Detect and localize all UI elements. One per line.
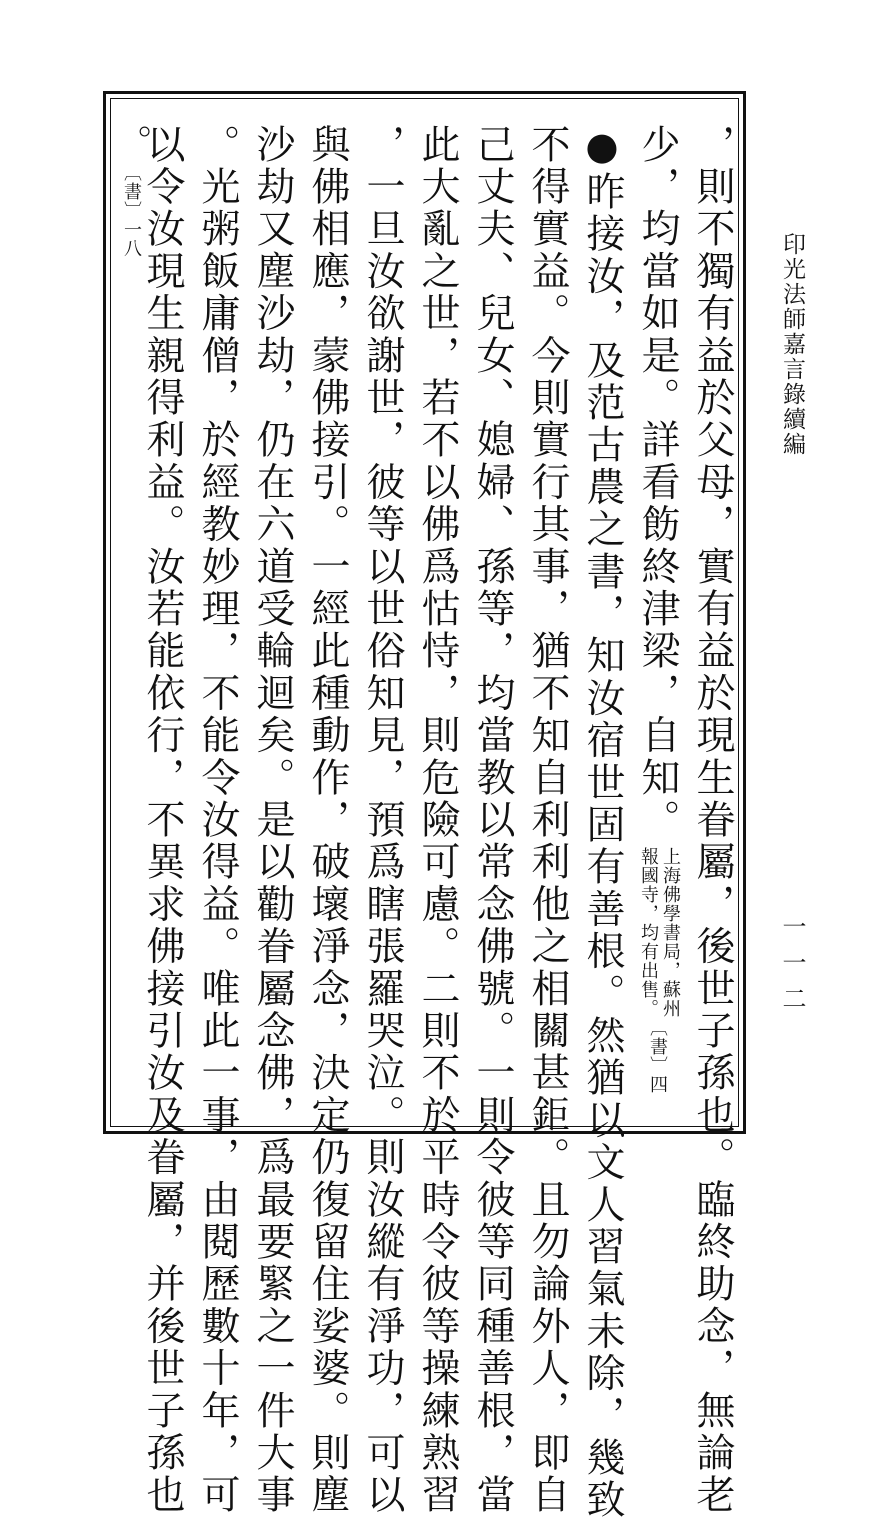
column-text: ，則不獨有益於父母，實有益於現生眷屬，後世子孫也。臨終助念，無論老: [690, 124, 735, 1517]
text-column-12: [111, 124, 155, 259]
column-text: 。光粥飯庸僧，於經教妙理，不能令汝得益。唯此一事，由閱歷數十年，可: [195, 124, 240, 1517]
column-text: 不得實益。今則實行其事，猶不知自利利他之相關甚鉅。且勿論外人，即自: [525, 124, 570, 1517]
column-text: ，一旦汝欲謝世，彼等以世俗知見，預爲瞎張羅哭泣。則汝縱有淨功，可以: [360, 124, 405, 1517]
note-line-a: 上海佛學書局，蘇州: [660, 847, 681, 1019]
column-text: 與佛相應，蒙佛接引。一經此種動作，破壞淨念，決定仍復留住娑婆。則塵: [305, 124, 350, 1517]
note-line-b: 報國寺，均有出售。: [638, 847, 659, 1019]
source-reference-number: 一八: [121, 220, 142, 259]
text-column-8: [303, 124, 351, 1517]
text-column-1: [688, 124, 736, 1517]
text-column-2: [633, 124, 681, 1094]
text-column-7: [358, 124, 406, 1517]
source-reference-number: 四: [647, 1075, 668, 1095]
column-text: 沙劫又塵沙劫，仍在六道受輪迴矣。是以勸眷屬念佛，爲最要緊之一件大事: [250, 124, 295, 1517]
interlinear-note: [637, 847, 681, 1018]
text-column-3: [578, 124, 626, 1522]
column-text: 少，均當如是。詳看飭終津梁，自知。: [635, 124, 680, 842]
running-header: 印光法師嘉言錄續編: [779, 232, 805, 457]
text-column-4: [523, 124, 571, 1517]
text-column-5: [468, 124, 516, 1517]
column-text: 己丈夫、兒女、媳婦、孫等，均當教以常念佛號。一則令彼等同種善根，當: [470, 124, 515, 1517]
column-text: 。: [111, 124, 152, 164]
column-text: 以令汝現生親得利益。汝若能依行，不異求佛接引汝及眷屬，并後世子孫也: [140, 124, 185, 1517]
page-number: 一一二: [778, 914, 806, 1022]
text-column-11: [138, 124, 186, 1517]
source-reference: 〔書〕: [647, 1018, 668, 1076]
column-text: 昨接汝，及范古農之書，知汝宿世固有善根。然猶以文人習氣未除，幾致: [580, 171, 625, 1522]
bullet-icon: ●: [580, 124, 624, 172]
text-column-9: [248, 124, 296, 1517]
text-column-6: [413, 124, 461, 1517]
text-column-10: [193, 124, 241, 1517]
source-reference: 〔書〕: [121, 163, 142, 221]
column-text: 此大亂之世，若不以佛爲怙恃，則危險可慮。二則不於平時令彼等操練熟習: [415, 124, 460, 1517]
